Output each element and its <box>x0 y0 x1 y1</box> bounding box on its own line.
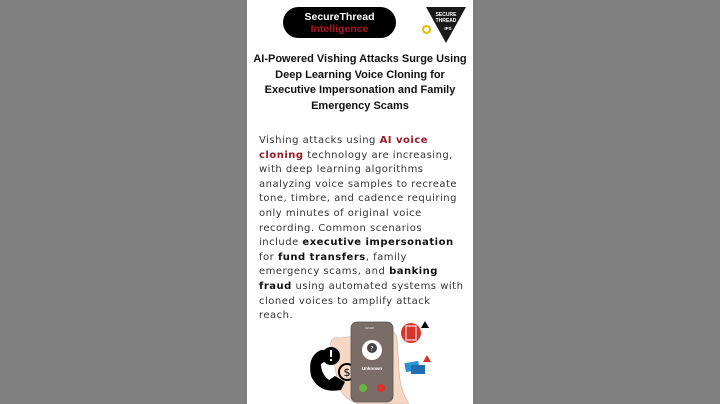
credit-card-warning-icon <box>404 355 431 374</box>
svg-text:Unknown: Unknown <box>361 366 383 371</box>
content-panel <box>247 0 473 404</box>
scam-document-icon <box>401 321 429 343</box>
highlight-executive-impersonation: executive impersonation <box>302 237 454 249</box>
svg-text:SECURE: SECURE <box>435 12 457 18</box>
article-body: Vishing attacks using AI voice cloning technology are increasing, with deep learning algorithms analyzing voice samples to recreate tone, timbre, and cadence requiring only minutes of original voice recording. Common scenarios include executive impersonation for fund transfers, family emergency scams, and banking fraud using automated systems with cloned voices to amplify attack reach. <box>259 135 464 322</box>
highlight-ai-voice-cloning: AI voice cloning <box>259 135 429 161</box>
svg-text:IPS: IPS <box>444 26 452 31</box>
brand-badge <box>283 7 396 38</box>
svg-text:?: ? <box>370 345 374 353</box>
decline-call-icon <box>377 384 385 392</box>
svg-text:$: $ <box>343 366 351 379</box>
svg-text:THREAD: THREAD <box>435 18 457 24</box>
securethread-logo-icon <box>425 6 467 44</box>
vishing-illustration <box>299 318 473 404</box>
brand-subtitle: Intelligence <box>310 23 369 35</box>
highlight-banking-fraud: banking fraud <box>259 266 438 292</box>
headline: AI-Powered Vishing Attacks Surge Using Deep Learning Voice Cloning for Executive Impersonation and Family Emergency Scams <box>253 53 467 112</box>
accept-call-icon <box>359 384 367 392</box>
highlight-fund-transfers: fund transfers <box>277 251 366 263</box>
brand-name: SecureThread <box>304 11 375 23</box>
svg-text:12:00: 12:00 <box>365 326 374 330</box>
